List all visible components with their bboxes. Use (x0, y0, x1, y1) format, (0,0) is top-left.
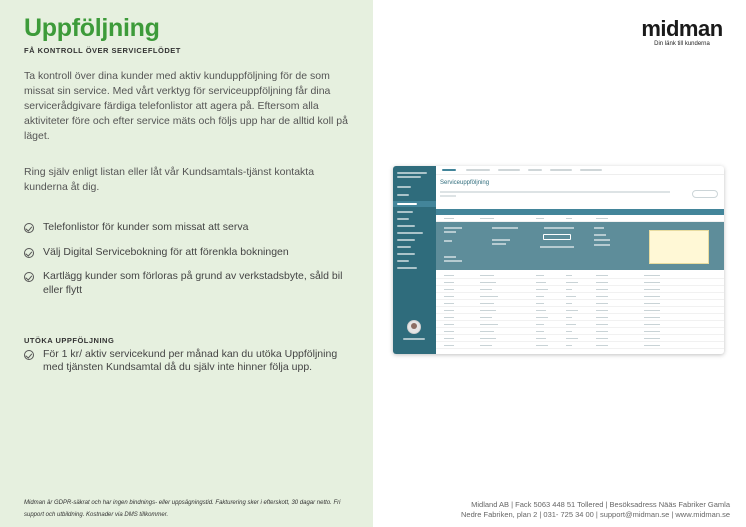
logo-tagline: Din länk till kunderna (654, 41, 710, 47)
feature-item (24, 270, 354, 297)
feature-text: Kartlägg kunder som förloras på grund av verkstadsbyte, såld bil eller flytt (43, 270, 343, 296)
footer-line-2: Nedre Fabriken, plan 2 | 031- 725 34 00 | support@midman.se | www.midman.se (460, 510, 730, 519)
check-circle-icon (24, 350, 34, 360)
utoka-heading: UTÖKA UPPFÖLJNING (24, 336, 115, 345)
app-tabs (436, 166, 724, 175)
app-action-button (543, 234, 571, 240)
app-sidebar (393, 166, 436, 354)
company-footer (390, 500, 730, 520)
check-circle-icon (24, 248, 34, 258)
app-title: Serviceuppföljning (440, 180, 490, 186)
feature-text: Telefonlistor för kunder som missat att serva (43, 221, 249, 233)
right-panel (373, 0, 746, 527)
app-screenshot (393, 166, 724, 354)
check-circle-icon (24, 272, 34, 282)
page-title: Uppföljning (24, 14, 160, 42)
page-subtitle: FÅ KONTROLL ÖVER SERVICEFLÖDET (24, 46, 181, 55)
fine-print: Midman är GDPR-säkrat och har ingen bindnings- eller uppsägningstid. Fakturering sker i efterskott, 30 dagar netto. Fri support och utbildning. Kostnader via DMS tillkommer. (24, 500, 341, 518)
app-note-box (649, 230, 709, 264)
utoka-text: För 1 kr/ aktiv servicekund per månad kan du utöka Uppföljning med tjänsten Kundsamtal då du själv inte hinner följa upp. (43, 348, 338, 373)
footer-line-1: Midland AB | Fack 5063 448 51 Tollered | Besöksadress Nääs Fabriker Gamla (471, 500, 730, 509)
avatar (407, 320, 421, 334)
utoka-item (24, 348, 354, 374)
app-main (436, 166, 724, 354)
app-search-box (692, 190, 718, 198)
feature-list (24, 221, 354, 297)
feature-item (24, 246, 354, 260)
logo-wordmark: midman (641, 16, 723, 41)
intro-paragraph: Ta kontroll över dina kunder med aktiv kunduppföljning för de som missat sin service. Med vårt verktyg för serviceuppföljning får dina servicerådgivare färdiga telefonlistor att agera på. Eftersom alla aktiviteter före och efter service mäts och följs upp har de alltid koll på läget. (24, 70, 348, 142)
utoka-list (24, 348, 354, 374)
app-expanded-row (436, 222, 724, 270)
midman-logo (634, 18, 730, 47)
check-circle-icon (24, 223, 34, 233)
ring-paragraph: Ring själv enligt listan eller låt vår Kundsamtals-tjänst kontakta kunderna åt dig. (24, 166, 315, 193)
feature-text: Välj Digital Servicebokning för att förenkla bokningen (43, 245, 289, 258)
feature-item (24, 221, 354, 235)
